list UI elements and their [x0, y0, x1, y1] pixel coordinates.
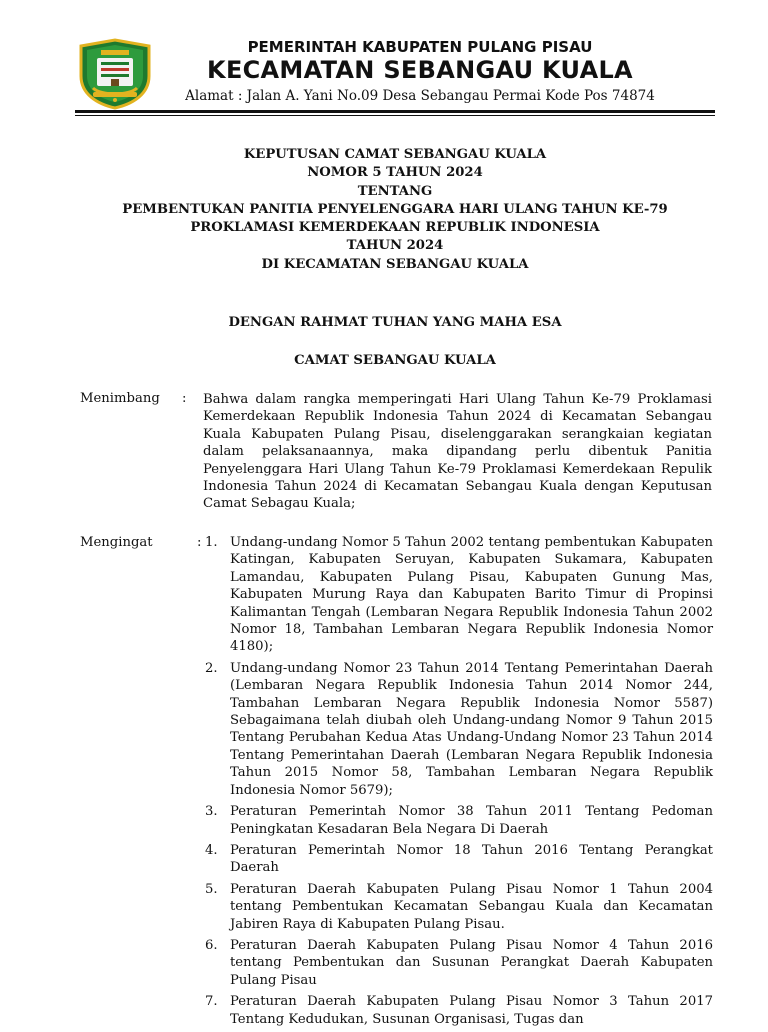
mengingat-item: [205, 881, 713, 933]
mengingat-item-number: 2.: [205, 660, 218, 676]
mengingat-item-text: Peraturan Daerah Kabupaten Pulang Pisau Nomor 4 Tahun 2016 tentang Pembentukan dan Susunan Perangkat Daerah Kabupaten Pulang Pisau: [230, 937, 713, 988]
mengingat-item-number: 3.: [205, 804, 218, 820]
mengingat-item-text: Peraturan Pemerintah Nomor 38 Tahun 2011 Tentang Pedoman Peningkatan Kesadaran Bela Negara Di Daerah: [230, 804, 713, 837]
decree-title-line: DI KECAMATAN SEBANGAU KUALA: [261, 256, 529, 272]
mengingat-item-text: Undang-undang Nomor 23 Tahun 2014 Tentang Pemerintahan Daerah (Lembaran Negara Republik Indonesia Tahun 2014 Nomor 244, Tambahan Lembaran Negara Republik Indonesia Nomor 5587) Sebagaimana telah diubah oleh Undang-undang Nomor 9 Tahun 2015 Tentang Perubahan Kedua Atas Undang-Undang Nomor 23 Tahun 2014 Tentang Pemerintahan Daerah (Lembaran Negara Republik Indonesia Tahun 2015 Nomor 58, Tambahan Lembaran Negara Republik Indonesia Nomor 5679);: [230, 660, 713, 798]
letterhead-divider-thin: [75, 115, 715, 116]
government-name: PEMERINTAH KABUPATEN PULANG PISAU: [247, 38, 593, 56]
decree-title: [60, 146, 730, 274]
decree-title-line: TENTANG: [357, 183, 433, 199]
menimbang-colon: :: [182, 391, 187, 406]
letterhead: [0, 30, 768, 108]
mengingat-item: [205, 842, 713, 877]
decree-title-line: TAHUN 2024: [346, 238, 444, 254]
mengingat-item: [205, 660, 713, 799]
office-address: Alamat : Jalan A. Yani No.09 Desa Sebangau Permai Kode Pos 74874: [185, 88, 655, 104]
mengingat-item-number: 5.: [205, 881, 218, 897]
mengingat-item: [205, 803, 713, 838]
mengingat-item-number: 7.: [205, 994, 218, 1010]
mengingat-item: [205, 993, 713, 1028]
mengingat-item-text: Peraturan Pemerintah Nomor 18 Tahun 2016 Tentang Perangkat Daerah: [230, 842, 713, 876]
letterhead-divider-thick: [75, 110, 715, 113]
decree-title-line: PROKLAMASI KEMERDEKAAN REPUBLIK INDONESIA: [190, 220, 600, 236]
menimbang-label: Menimbang: [80, 391, 160, 406]
mengingat-item-number: 1.: [205, 535, 218, 550]
official-title: CAMAT SEBANGAU KUALA: [294, 353, 496, 368]
mengingat-item-number: 6.: [205, 937, 218, 953]
invocation: DENGAN RAHMAT TUHAN YANG MAHA ESA: [228, 315, 562, 330]
mengingat-item: [205, 534, 713, 656]
mengingat-label: Mengingat: [80, 535, 153, 550]
decree-title-line: PEMBENTUKAN PANITIA PENYELENGGARA HARI ULANG TAHUN KE-79: [122, 201, 668, 217]
menimbang-text: Bahwa dalam rangka memperingati Hari Ulang Tahun Ke-79 Proklamasi Kemerdekaan Republik Indonesia Tahun 2024 di Kecamatan Sebangau Kuala Kabupaten Pulang Pisau, diselenggarakan serangkaian kegiatan dalam pelaksanaannya, maka dipandang perlu dibentuk Panitia Penyelenggara Hari Ulang Tahun Ke-79 Proklamasi Kemerdekaan Repulik Indonesia Tahun 2024 di Kecamatan Sebangau Kuala dengan Keputusan Camat Sebagau Kuala;: [203, 392, 712, 512]
decree-title-line: KEPUTUSAN CAMAT SEBANGAU KUALA: [243, 147, 547, 162]
decree-number: NOMOR 5 TAHUN 2024: [307, 165, 483, 181]
pulang-pisau-regency-emblem-icon: [75, 38, 155, 110]
mengingat-item: [205, 937, 713, 989]
mengingat-item-text: Undang-undang Nomor 5 Tahun 2002 tentang pembentukan Kabupaten Katingan, Kabupaten Seruyan, Kabupaten Sukamara, Kabupaten Lamandau, Kabupaten Pulang Pisau, Kabupaten Gunung Mas, Kabupaten Murung Raya dan Kabupaten Barito Timur di Propinsi Kalimantan Tengah (Lembaran Negara Republik Indonesia Tahun 2002 Nomor 18, Tambahan Lembaran Negara Republik Indonesia Nomor 4180);: [230, 535, 713, 655]
mengingat-item-number: 4.: [205, 842, 218, 858]
mengingat-item-text: Peraturan Daerah Kabupaten Pulang Pisau Nomor 1 Tahun 2004 tentang Pembentukan Kecamatan Sebangau Kuala dan Kecamatan Jabiren Raya di Kabupaten Pulang Pisau.: [230, 881, 713, 932]
mengingat-list: [205, 534, 713, 1032]
mengingat-item-text: Peraturan Daerah Kabupaten Pulang Pisau Nomor 3 Tahun 2017 Tentang Kedudukan, Susunan Organisasi, Tugas dan: [230, 994, 713, 1027]
mengingat-colon: :: [197, 535, 202, 550]
office-name: KECAMATAN SEBANGAU KUALA: [207, 56, 633, 84]
